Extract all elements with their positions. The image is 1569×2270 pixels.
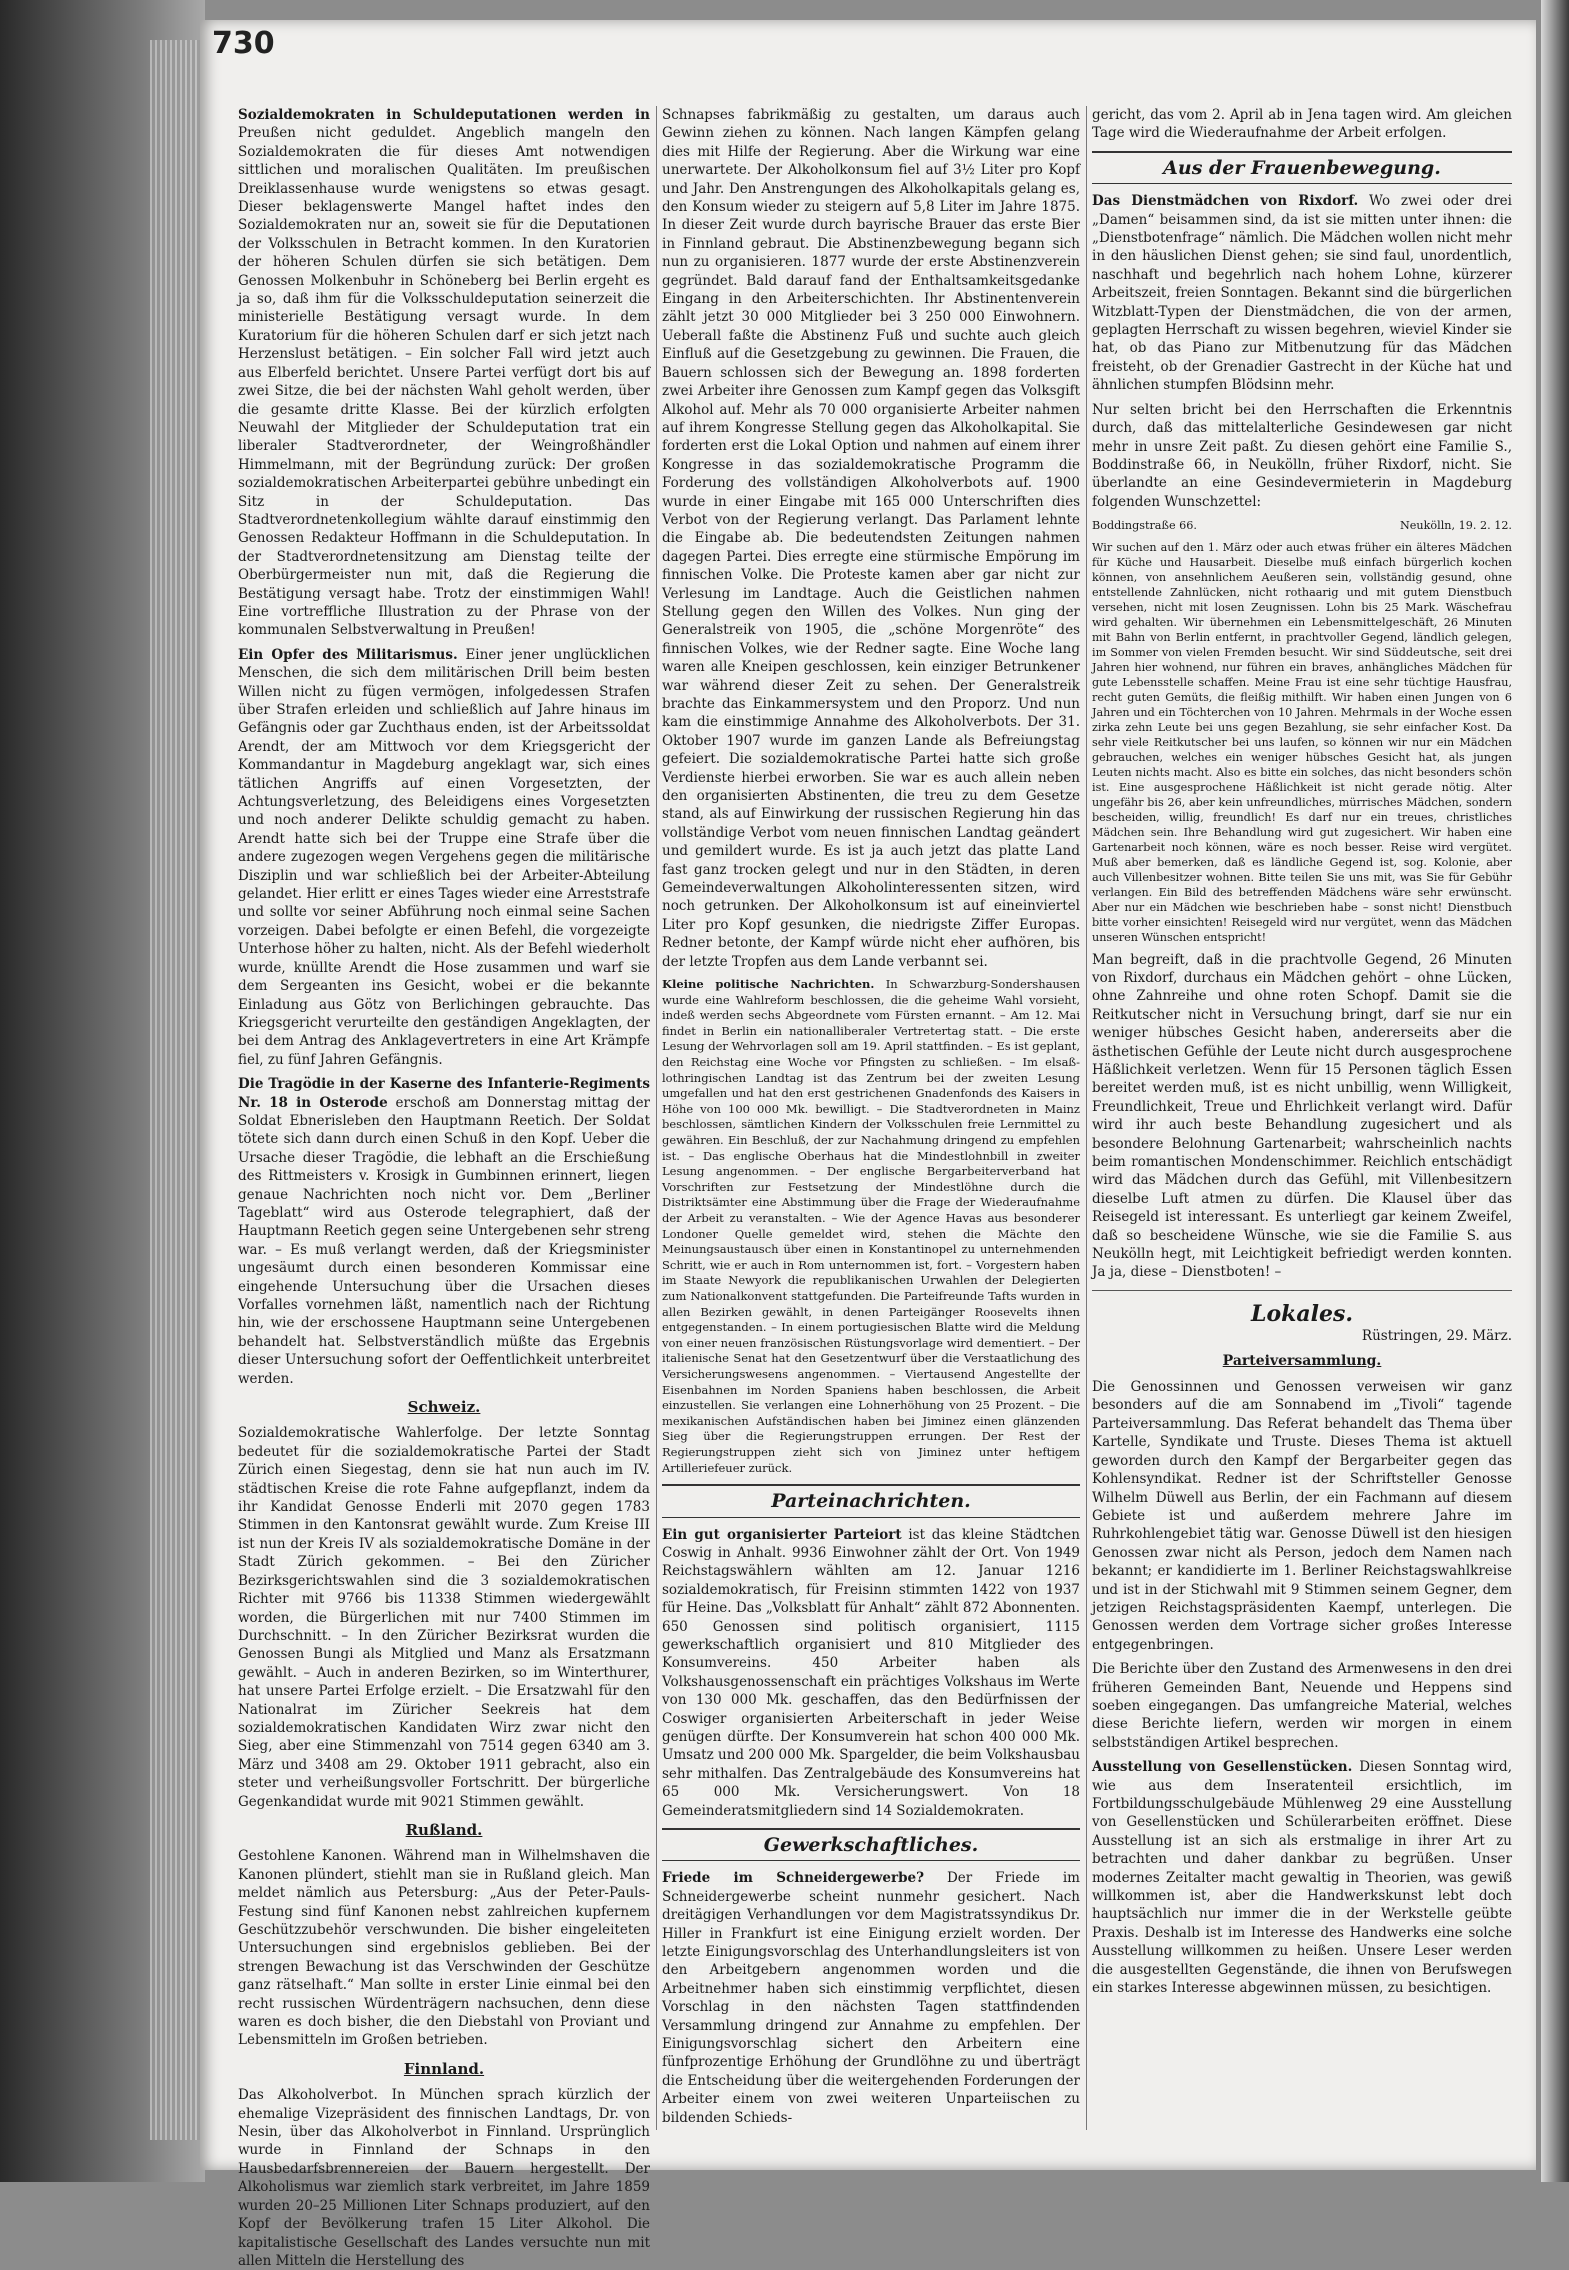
section-heading-finnland: Finnland. (403, 2059, 485, 2078)
letter-text: Wir suchen auf den 1. März oder auch etwas früher ein älteres Mädchen für Küche und Hausarbeit. Dieselbe muß einfach bürgerlich kochen können, von ansehnlichem Aeußeren sein, vollständig gesund, ohne entstellende Zahnlücken, nicht rothaarig und mit gutem Dienstbuch versehen, nicht mit losen Zeugnissen. Lohn bis 25 Mark. Wäschefrau wird gehalten. Wir übernehmen ein Lebensmittelgeschäft, 26 Minuten mit Bahn von Berlin entfernt, in prachtvoller Gegend, ländlich gelegen, im Sommer von vielen Fremden besucht. Wir sind Süddeutsche, seit drei Jahren hier wohnend, nur führen ein braves, anhängliches Mädchen für gute Lebensstelle schaffen. Meine Frau ist eine sehr tüchtige Hausfrau, recht guten Gemüts, die fleißig mithilft. Wir haben einen Jungen von 6 Jahren und ein Töchterchen von 10 Jahren. Mehrmals in der Woche essen zirka zehn Leute bei uns gegen Bezahlung, sie sehr einfacher Kost. Da sehr viele Reitkutscher bei uns laufen, so können wir nur ein Mädchen gebrauchen, welches ein weniger hübsches Gesicht hat, als jungen Leuten nichts macht. Also es bitte ein solches, das nicht besonders schön ist. Eine ausgesprochene Häßlichkeit ist nicht gerade nötig. Alter ungefähr bis 26, aber kein unfreundliches, mürrisches Mädchen, sondern bescheiden, willig, freundlich! Es darf nur ein treues, christliches Mädchen sein. Ihre Behandlung wird gut zugesichert. Wir haben eine Gartenarbeit noch können, wäre es noch besser. Reise wird vergütet. Muß aber bemerken, daß es ländliche Gegend ist, sog. Kolonie, aber auch Villenbesitzer wohnen. Bitte teilen Sie uns mit, was Sie für Gebühr verlangen. Ein Bild des betreffenden Mädchens wäre sehr erwünscht. Aber nur ein Mädchen wie beschrieben habe – sonst nicht! Dienstbuch bitte vorher einsichten! Reisegeld wird nur vergütet, wenn das Mädchen unseren Wünschen entspricht! (1092, 540, 1512, 944)
column-3 (1092, 106, 1512, 2140)
page-edges (150, 40, 200, 2140)
column-rule (656, 106, 657, 2130)
article-lead: Ausstellung von Gesellenstücken. (1092, 1759, 1353, 1776)
dateline: Rüstringen, 29. März. (1361, 1328, 1512, 1345)
article-body: Wo zwei oder drei „Damen“ beisammen sind, da ist sie mitten unter ihnen: die „Dienstbotenfrage“ nämlich. Die Mädchen wollen nicht mehr in den häuslichen Dienst gehen; sie sind faul, unordentlich, naschhaft und begehrlich nach hohem Lohne, kürzerer Arbeitszeit, freien Sonntagen. Bekannt sind die bürgerlichen Witzblatt-Typen der Dienstmädchen, die von der armen, geplagten Herrschaft zu wissen begehren, wieviel Kinder sie hat, ob das Piano zur Mitbenutzung für das Mädchen freisteht, ob der Grenadier Gastrecht in der Küche hat und ähnlichen stumpfen Blödsinn mehr. (1092, 193, 1512, 394)
page-number: 730 (212, 26, 275, 61)
subheading-parteiversammlung: Parteiversammlung. (1222, 1352, 1382, 1369)
article-body: Der Friede im Schneidergewerbe scheint nunmehr gesichert. Nach dreitägigen Verhandlungen vor dem Magistratssyndikus Dr. Hiller in Frankfurt ist eine Einigung erzielt worden. Der letzte Einigungsvorschlag des Unterhandlungsleiters ist von den Arbeitgebern angenommen worden und die Arbeitnehmer haben sich einstimmig verpflichtet, diesen Vorschlag in den nächsten Tagen stattfindenden Versammlung dringend zur Annahme zu empfehlen. Der Einigungsvorschlag sichert den Arbeitern eine fünfprozentige Erhöhung der Grundlöhne zu und überträgt die Entscheidung über die weitergehenden Forderungen der Arbeiter einem von zwei weiteren Unparteiischen zu bildenden Schieds- (662, 1870, 1080, 2126)
newspaper-page (200, 20, 1536, 2269)
section-heading-frauenbewegung: Aus der Frauenbewegung. (1092, 151, 1512, 184)
letter-header (1092, 517, 1512, 535)
article-armenwesen: Die Berichte über den Zustand des Armenwesens in den drei früheren Gemeinden Bant, Neuende und Heppens sind soeben eingegangen. Das umfangreiche Material, welches diese Berichte liefern, werden wir morgen in einem selbstständigen Artikel besprechen. (1092, 1661, 1512, 1751)
article-body: In Schwarzburg-Sondershausen wurde eine Wahlreform beschlossen, die die geheime Wahl vorsieht, indeß werden sechs Abgeordnete vom Fürsten ernannt. – Am 12. Mai findet in Berlin ein nationalliberaler Vertretertag statt. – Die erste Lesung der Wehrvorlagen soll am 19. April stattfinden. – Es ist geplant, den Reichstag eine Woche vor Pfingsten zu schließen. – Im elsaß-lothringischen Landtag ist das Zentrum bei der zweiten Lesung umgefallen und hat den erst gestrichenen Gnadenfonds des Kaisers in Höhe von 100 000 Mk. bewilligt. – Die Stadtverordneten in Mainz beschlossen, sämtlichen Kindern der Volksschulen freie Lernmittel zu gewähren. Ein Beschluß, der zur Nachahmung dringend zu empfehlen ist. – Das englische Oberhaus hat die Mindestlohnbill in zweiter Lesung angenommen. – Der englische Bergarbeiterverband hat Vorschriften zur Festsetzung der Mindestlöhne durch die Distriktsämter eine Abstimmung über die Frage der Wiederaufnahme der Arbeit zu veranstalten. – Wie der Agence Havas aus besonderer Londoner Quelle gemeldet wird, stehen die Mächte den Meinungsaustausch über einen in Konstantinopel zu unternehmenden Schritt, wie er auch in Rom unternommen ist, fort. – Vorgestern haben im Staate Newyork die republikanischen Urwahlen der Delegierten zum Nationalkonvent stattgefunden. Die Parteifreunde Tafts wurden in allen Bezirken gewählt, in denen Parteigänger Roosevelts ihnen entgegenstanden. – In einem portugiesischen Blatte wird die Meldung von einer neuen französischen Rüstungsvorlage wird dementiert. – Der italienische Senat hat den Gesetzentwurf über die Verstaatlichung des Versicherungswesens angenommen. – Viertausend Angestellte der Eisenbahnen im Norden Spaniens haben beschlossen, die Arbeit einzustellen. Sie verlangen eine Lohnerhöhung von 25 Prozent. – Die mexikanischen Aufständischen haben bei Jiminez einen glänzenden Sieg über die Regierungstruppen errungen. Der Rest der Regierungstruppen zieht sich von Jiminez unter heftigem Artilleriefeuer zurück. (662, 977, 1080, 1475)
article-wahlerfolge: Sozialdemokratische Wahlerfolge. Der letzte Sonntag bedeutet für die sozialdemokratische Partei der Stadt Zürich einen Siegestag, denn sie hat nun auch im IV. städtischen Kreise die rote Fahne aufgepflanzt, indem da ihr Kandidat Genosse Enderli mit 2070 gegen 1783 Stimmen in den Kantonsrat gewählt wurde. Zum Kreise III ist nun der Kreis IV als sozialdemokratische Domäne in der Stadt Zürich gekommen. – Bei den Züricher Bezirksgerichtswahlen sind die 3 sozialdemokratischen Richter mit 9766 bis 11338 Stimmen wiedergewählt worden, die Bürgerlichen mit nur 7400 Stimmen im Durchschnitt. – In den Züricher Bezirksrat wurden die Genossen Bungi als Mitglied und Manz als Ersatzmann gewählt. – Auch in anderen Bezirken, so im Winterthurer, hat unsere Partei Erfolge erzielt. – Die Ersatzwahl für den Nationalrat im Züricher Seekreis hat dem sozialdemokratischen Kandidaten Wirz zwar nicht den Sieg, aber eine Stimmenzahl von 7514 gegen 6340 am 3. März und 3408 am 29. Oktober 1911 gebracht, also ein steter und verheißungsvoller Fortschritt. Der bürgerliche Gegenkandidat wurde mit 9021 Stimmen gewählt. (238, 1425, 650, 1810)
column-rule (1086, 106, 1087, 2130)
section-heading-russland: Rußland. (405, 1820, 483, 1839)
section-heading-gewerkschaftliches: Gewerkschaftliches. (662, 1828, 1080, 1861)
section-heading-lokales: Lokales. (1250, 1300, 1354, 1327)
article-dienstmaedchen-2: Nur selten bricht bei den Herrschaften die Erkenntnis durch, daß das mittelalterliche Gesindewesen gar nicht mehr in unsre Zeit paßt. Zu diesen gehört eine Familie S., Boddinstraße 66, in Neukölln, früher Rixdorf, nicht. Sie überlandte an eine Gesindevermieterin in Magdeburg folgenden Wunschzettel: (1092, 401, 1512, 510)
book-cover-edge (1541, 0, 1569, 2182)
article-body: ist das kleine Städtchen Coswig in Anhalt. 9936 Einwohner zählt der Ort. Von 1949 Reichstagswählern wählten am 12. Januar 1216 sozialdemokratisch, für Freisinn stimmten 1422 von 1937 für Heine. Das „Volksblatt für Anhalt“ zählt 872 Abonnenten. 650 Genossen sind politisch organisiert, 1115 gewerkschaftlich organisiert und 810 Mitglieder des Konsumvereins. 450 Arbeiter haben als Volkshausgenossenschaft ein prächtiges Volkshaus im Werte von 130 000 Mk. geschaffen, das den Bedürfnissen der Coswiger organisierten Arbeiterschaft in jeder Weise genügen dürfte. Der Konsumverein hat schon 400 000 Mk. Umsatz und 200 000 Mk. Spargelder, die beim Volkshausbau sehr mithalfen. Das Zentralgebäude des Konsumvereins hat 65 000 Mk. Versicherungswert. Von 18 Gemeinderatsmitgliedern sind 14 Sozialdemokraten. (662, 1526, 1080, 1819)
article-dienstmaedchen (1092, 192, 1512, 394)
article-lead: Ein gut organisierter Parteiort (662, 1526, 902, 1543)
article-militarismus (238, 646, 650, 1069)
article-kanonen: Gestohlene Kanonen. Während man in Wilhelmshaven die Kanonen plündert, stiehlt man sie in Rußland gleich. Man meldet nämlich aus Petersburg: „Aus der Peter-Pauls-Festung sind fünf Kanonen nebst zahlreichen kupfernem Geschützzubehör verschwunden. Die bisher eingeleiteten Untersuchungen sind ergebnislos geblieben. Bei der strengen Bewachung ist das Verschwinden der Geschütze ganz rätselhaft.“ Man sollte in erster Linie einmal bei den recht russischen Würdenträgern nachsuchen, denn diese waren es doch bisher, die den Diebstahl von Proviant und Lebensmitteln im Großen betrieben. (238, 1848, 650, 2049)
article-body: Diesen Sonntag wird, wie aus dem Inseratenteil ersichtlich, im Fortbildungsschulgebäude Mühlenweg 29 eine Ausstellung von Gesellenstücken und Schülerarbeiten eröffnet. Diese Ausstellung ist an sich als erstmalige in ihrer Art zu betrachten und daher dankbar zu begrüßen. Unser modernes Zeitalter macht gewaltig in Theorien, was gewiß willkommen ist, aber die Handwerkskunst lebt doch hauptsächlich nur immer die in der Werkstelle geübte Praxis. Deshalb ist im Interesse des Handwerks eine solche Ausstellung willkommen zu heißen. Unsere Leser werden die ausgestellten Gegenstände, die ihnen von Berufswegen ein starkes Interesse abgewinnen müssen, zu besichtigen. (1092, 1759, 1512, 1997)
article-lead: Das Dienstmädchen von Rixdorf. (1092, 193, 1359, 210)
article-alkoholverbot: Das Alkoholverbot. In München sprach kürzlich der ehemalige Vizepräsident des finnischen Landtags, Dr. von Nesin, über das Alkoholverbot in Finnland. Ursprünglich wurde in Finnland der Schnaps in den Hausbedarfsbrennereien der Bauern hergestellt. Der Alkoholismus war ziemlich stark verbreitet, im Jahre 1859 wurden 20–25 Millionen Liter Schnaps produziert, auf den Kopf der Bevölkerung trafen 15 Liter Alkohol. Die kapitalistische Gesellschaft des Landes versuchte nun mit allen Mitteln die Herstellung des (238, 2087, 650, 2269)
article-kleine-nachrichten (662, 977, 1080, 1476)
book-binding (0, 0, 205, 2182)
article-dienstmaedchen-3: Man begreift, daß in die prachtvolle Gegend, 26 Minuten von Rixdorf, durchaus ein Mädchen gehört – ohne Lücken, ohne Zahnreihe und ohne roten Schopf. Damit sie die Reitkutscher nicht in Versuchung bringt, darf sie nur ein weniger hübsches Gesicht haben, andererseits aber die ästhetischen Gefühle der Leute nicht durch ausgesprochene Häßlichkeit verletzen. Wenn für 15 Personen täglich Essen bereitet werden muß, ist es nicht unbillig, wenn Willigkeit, Freundlichkeit, Treue und Ehrlichkeit verlangt wird. Dafür wird ihr auch beste Behandlung zugesichert und als besondere Belohnung Gartenarbeit; wahrscheinlich nachts beim romantischen Mondenschimmer. Reichlich entschädigt wird das Mädchen durch das Gefühl, mit Villenbesitzern dieselbe Luft atmen zu dürfen. Die Klausel über das Reisegeld ist interessant. Es unterliegt gar keinem Zweifel, daß so bescheidene Wünsche, wie sie die Familie S. aus Neukölln hegt, mit Leichtigkeit befriedigt werden konnten. Ja ja, diese – Dienstboten! – (1092, 951, 1512, 1281)
article-coswig (662, 1526, 1080, 1821)
letter-date: Neukölln, 19. 2. 12. (1400, 519, 1512, 533)
section-heading-schweiz: Schweiz. (407, 1398, 481, 1417)
article-gesellenstuecke (1092, 1758, 1512, 1997)
article-schneidergewerbe (662, 1869, 1080, 2127)
article-lead: Sozialdemokraten in Schuldeputationen werden in (238, 107, 650, 123)
article-kaserne (238, 1075, 650, 1388)
letter-address: Boddingstraße 66. (1092, 519, 1197, 533)
article-schuldeputationen (238, 106, 650, 640)
article-body: Preußen nicht geduldet. Angeblich mangeln den Sozialdemokraten die für dieses Amt notwendigen sittlichen und moralischen Qualitäten. Im preußischen Dreiklassenhause wurde wenigstens so etwas gesagt. Dieser beklagenswerte Mangel haftet indes den Sozialdemokraten nur an, soweit sie für die Deputationen der Volksschulen in Betracht kommen. In den Kuratorien der höheren Schulen dürfen sie sich betätigen. Dem Genossen Molkenbuhr in Schöneberg bei Berlin ergeht es ja so, daß ihm für die Volksschuldeputation seinerzeit die ministerielle Bestätigung versagt wurde. In dem Kuratorium für die höheren Schulen darf er sich jetzt nach Herzenslust betätigen. – Ein solcher Fall wird jetzt auch aus Elberfeld berichtet. Unsere Partei verfügt dort bis auf zwei Sitze, die bei der nächsten Wahl geholt werden, über die gesamte dritte Klasse. Bei der kürzlich erfolgten Neuwahl der Mitglieder der Schuldeputation trat ein liberaler Stadtverordneter, der Weingroßhändler Himmelmann, mit der Begründung zurück: Der großen sozialdemokratischen Arbeiterpartei gebühre unbedingt ein Sitz in der Schuldeputation. Das Stadtverordnetenkollegium wählte darauf einstimmig den Genossen Redakteur Hoffmann in die Schuldeputation. In der Stadtverordnetensitzung am Dienstag teilte der Oberbürgermeister nun mit, daß die Regierung die Bestätigung versagt habe. Trotz der einstimmigen Wahl! Eine vortreffliche Illustration zu der Phrase von der kommunalen Selbstverwaltung in Preußen! (238, 125, 650, 639)
divider (1092, 1290, 1512, 1291)
article-lead: Kleine politische Nachrichten. (662, 977, 875, 992)
article-lead: Friede im Schneidergewerbe? (662, 1870, 925, 1887)
article-lead: Die Tragödie in der Kaserne des Infanterie-Regiments Nr. 18 in Osterode (238, 1076, 650, 1111)
column-1 (238, 106, 651, 2269)
article-body: Einer jener unglücklichen Menschen, die sich dem militärischen Drill beim besten Willen nicht zu fügen vermögen, infolgedessen Strafen über Strafen erleiden und schließlich auf Jahre hinaus im Gefängnis oder gar Zuchthaus enden, ist der Arbeitssoldat Arendt, der am Mittwoch vor dem Kriegsgericht der Kommandantur in Magdeburg angeklagt war, sich eines tätlichen Angriffs auf einen Vorgesetzten, der Achtungsverletzung, des Beleidigens eines Vorgesetzten und noch anderer Delikte schuldig gemacht zu haben. Arendt hatte sich bei der Truppe eine Strafe über die andere zugezogen wegen Vergehens gegen die militärische Disziplin und war schließlich bei der Arbeiter-Abteilung gelandet. Hier erlitt er eines Tages wieder eine Arreststrafe und sollte vor seiner Abführung noch einmal seine Sachen vorzeigen. Dabei befolgte er einen Befehl, die vorgezeigte Unterhose höher zu halten, nicht. Als der Befehl wiederholt wurde, knüllte Arendt die Hose zusammen und warf sie dem Sergeanten ins Gesicht, wobei er die bekannte Einladung aus Götz von Berlichingen gebrauchte. Das Kriegsgericht verurteilte den geständigen Angeklagten, der bei dem Antrag des Anklagevertreters in eine Art Krämpfe fiel, zu fünf Jahren Gefängnis. (238, 646, 650, 1068)
article-parteiversammlung: Die Genossinnen und Genossen verweisen wir ganz besonders auf die am Sonnabend im „Tivoli“ tagende Parteiversammlung. Das Referat behandelt das Thema über Kartelle, Syndikate und Truste. Dieses Thema ist aktuell geworden durch den Kampf der Bergarbeiter gegen das Kohlensyndikat. Redner ist der Schriftsteller Genosse Wilhelm Düwell aus Berlin, der ein Fachmann auf diesem Gebiete ist und außerdem mehrere Jahre im Ruhrkohlengebiet tätig war. Genosse Düwell ist den hiesigen Genossen zwar nicht als Person, jedoch dem Namen nach bekannt; er kandidierte im 1. Berliner Reichstagswahlkreise und ist in der Stichwahl mit 9 Stimmen seinem Gegner, dem jetzigen Reichstagspräsidenten Kaempf, unterlegen. Die Genossen werden dem Vortrage sicher großes Interesse entgegenbringen. (1092, 1379, 1512, 1653)
article-lead: Ein Opfer des Militarismus. (238, 646, 458, 663)
article-schneidergewerbe-cont: gericht, das vom 2. April ab in Jena tagen wird. Am gleichen Tage wird die Wiederaufnahme der Arbeit erfolgen. (1092, 107, 1512, 142)
column-2 (662, 106, 1080, 2140)
article-alkoholverbot-cont: Schnapses fabrikmäßig zu gestalten, um daraus auch Gewinn ziehen zu können. Nach langen Kämpfen gelang dies mit Hilfe der Regierung. Aber die Wirkung war eine unerwartete. Der Alkoholkonsum fiel auf 3½ Liter pro Kopf und Jahr. Den Anstrengungen des Alkoholkapitals gelang es, den Konsum wieder zu steigern auf 5,8 Liter im Jahre 1875. In dieser Zeit wurde durch bayrische Brauer das erste Bier in Finnland gebraut. Die Abstinenzbewegung begann sich nun zu organisieren. 1877 wurde der erste Abstinenzverein gegründet. Bald darauf fand der Enthaltsamkeitsgedanke Eingang in den Arbeiterschichten. Ihr Abstinentenverein zählt jetzt 30 000 Mitglieder bei 3 250 000 Einwohnern. Ueberall faßte die Abstinenz Fuß und suchte auch gleich Einfluß auf die Gesetzgebung zu gewinnen. Die Frauen, die Bauern schlossen sich der Bewegung an. 1898 forderten zwei Arbeiter ihre Genossen zum Kampf gegen das Volksgift Alkohol auf. Mehr als 70 000 organisierte Arbeiter nahmen auf ihrem Kongresse Stellung gegen das Alkoholkapital. Sie forderten erst die Lokal Option und nahmen auf einem ihrer Kongresse in das sozialdemokratische Programm die Forderung des vollständigen Alkoholverbots auf. 1900 wurde in einer Eingabe mit 165 000 Unterschriften dies Verbot von der Regierung verlangt. Das Parlament lehnte die Eingabe ab. Die bedeutendsten Zeitungen nahmen dagegen Partei. Dies erregte eine stürmische Empörung im finnischen Volke. Die Proteste kamen aber gar nicht zur Verlesung im Landtage. Auch die Geistlichen nahmen Stellung gegen den Willen des Volkes. Nun ging der Generalstreik von 1905, die „schöne Morgenröte“ des finnischen Volkes, wie der Redner sagte. Eine Woche lang waren alle Kneipen geschlossen, kein einziger Betrunkener war während dieser Zeit zu sehen. Der Generalstreik brachte das Einkammersystem und den Proporz. Und nun kam die einstimmige Annahme des Alkoholverbots. Der 31. Oktober 1907 wurde im ganzen Lande als Befreiungstag gefeiert. Die sozialdemokratische Partei hatte sich große Verdienste hierbei erworben. Sie war es auch allein neben den organisierten Abstinenten, die treu zu dem Gesetze stand, als auf Einwirkung der russischen Regierung hin das vollständige Verbot vom neuen finnischen Landtag geändert und gemildert wurde. Es ist ja auch jetzt das platte Land fast ganz trocken gelegt und nur in den Städten, in deren Gemeindeverwaltungen Alkoholinteressenten sitzen, wird noch getrunken. Der Alkoholkonsum ist auf eineinviertel Liter pro Kopf gesunken, die niedrigste Ziffer Europas. Redner betonte, der Kampf würde nicht eher aufhören, bis der letzte Tropfen aus dem Lande verbannt sei. (662, 107, 1080, 970)
section-heading-parteinachrichten: Parteinachrichten. (662, 1484, 1080, 1517)
article-body: erschoß am Donnerstag mittag der Soldat Ebnerisleben den Hauptmann Reetich. Der Soldat tötete sich dann durch einen Schuß in den Kopf. Ueber die Ursache dieser Tragödie, die lebhaft an die Erschießung des Rittmeisters v. Krosigk in Gumbinnen erinnert, liegen genaue Nachrichten noch nicht vor. Dem „Berliner Tageblatt“ wird aus Osterode telegraphiert, daß der Hauptmann Reetich gegen seine Untergebenen sehr streng war. – Es muß verlangt werden, daß der Kriegsminister ungesäumt durch einen besonderen Kommissar eine eingehende Untersuchung über die Ursachen dieses Vorfalles vornehmen läßt, namentlich nach der Richtung hin, wie der erschossene Hauptmann seine Untergebenen behandelt hat. Selbstverständlich müßte das Ergebnis dieser Untersuchung sofort der Oeffentlichkeit unterbreitet werden. (238, 1094, 651, 1387)
